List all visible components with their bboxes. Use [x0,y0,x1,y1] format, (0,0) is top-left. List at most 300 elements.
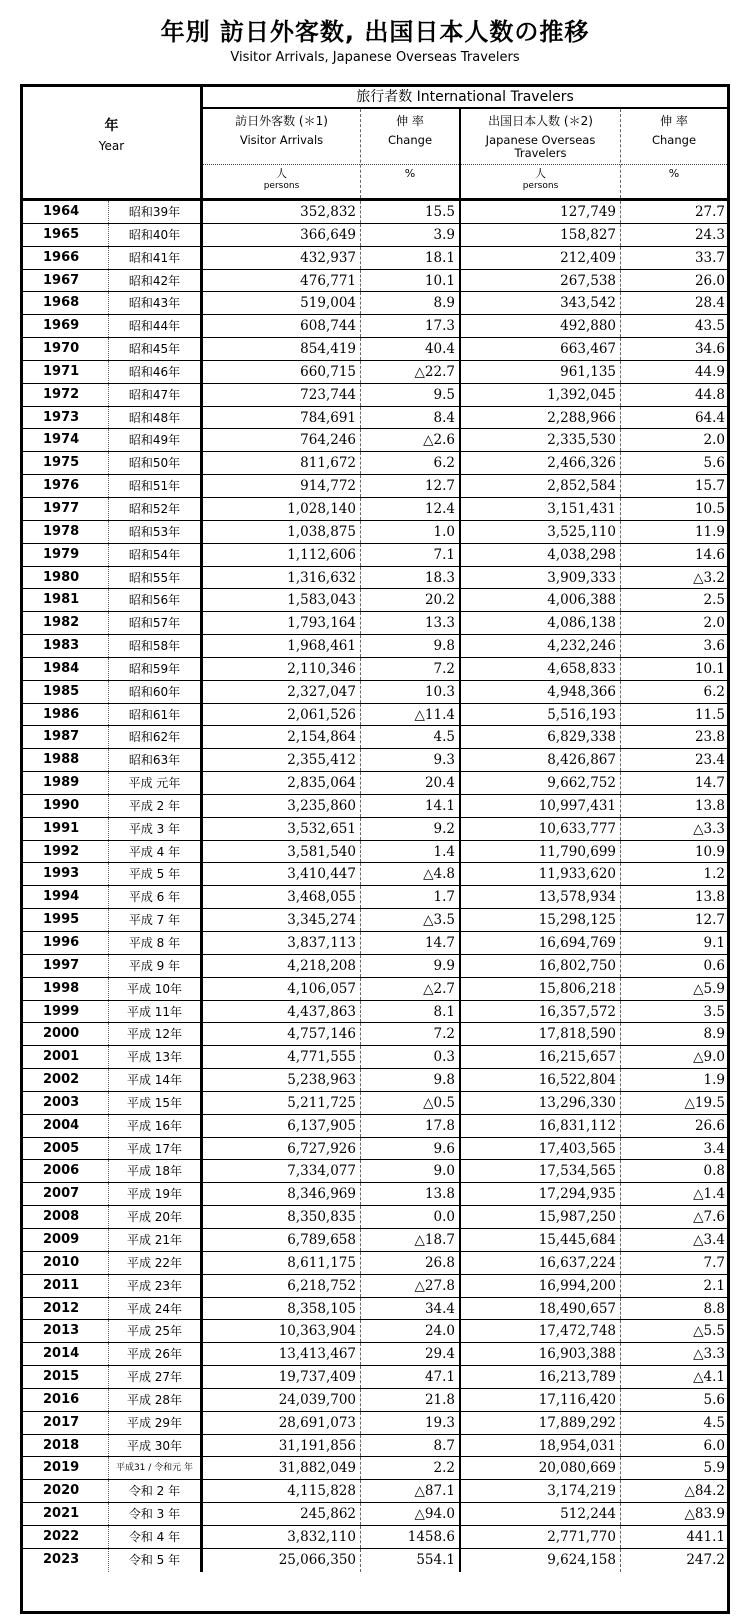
era-cell: 昭和41年 [109,247,203,269]
era-cell: 昭和48年 [109,407,203,429]
era-cell: 昭和49年 [109,429,203,451]
japanese-change-cell: 2.1 [703,1277,725,1294]
japanese-travelers-cell: 15,445,684 [461,1229,621,1251]
visitor-arrivals-cell: 2,061,526 [203,704,361,726]
table-body [23,201,727,1572]
year-cell: 1979 [23,544,109,566]
japanese-travelers-cell: 18,954,031 [461,1435,621,1457]
table-row [23,818,727,841]
visitor-change-cell: 21.8 [361,1389,461,1411]
visitor-arrivals-cell: 6,137,905 [203,1115,361,1137]
table-row [23,1001,727,1024]
visitor-arrivals-cell: 2,110,346 [203,658,361,680]
era-cell: 平成 23年 [109,1275,203,1297]
table-row [23,589,727,612]
year-cell: 1964 [23,201,109,223]
era-cell: 平成 16年 [109,1115,203,1137]
table-row [23,544,727,567]
japanese-travelers-header-jp: 出国日本人数 (＊2) [488,114,593,128]
japanese-change-cell: 26.0 [694,272,725,289]
year-cell: 2019 [23,1457,109,1479]
japanese-change-header-jp: 伸 率 [660,114,688,128]
visitor-arrivals-cell: 854,419 [203,338,361,360]
japanese-change-cell: 7.7 [703,1254,725,1271]
visitor-change-cell: 6.2 [361,452,461,474]
japanese-travelers-cell: 17,534,565 [461,1160,621,1182]
japanese-travelers-cell: 343,542 [461,292,621,314]
table-row [23,1298,727,1321]
japanese-change-cell: 6.2 [703,683,725,700]
table-row [23,1412,727,1435]
visitor-change-cell: 20.4 [361,772,461,794]
page-title: 年別 訪日外客数, 出国日本人数の推移 [160,18,590,46]
japanese-change-cell: 14.6 [694,546,725,563]
table-row [23,612,727,635]
visitor-change-cell: 8.1 [361,1001,461,1023]
era-cell: 昭和47年 [109,384,203,406]
visitor-change-cell: 8.9 [361,292,461,314]
visitor-change-cell: 24.0 [361,1320,461,1342]
visitor-arrivals-cell: 1,793,164 [203,612,361,634]
visitor-arrivals-cell: 8,350,835 [203,1206,361,1228]
japanese-travelers-unit [461,164,620,200]
era-cell: 昭和51年 [109,475,203,497]
year-cell: 2021 [23,1503,109,1525]
year-cell: 2001 [23,1046,109,1068]
era-cell: 平成 28年 [109,1389,203,1411]
visitor-change-cell: 19.3 [361,1412,461,1434]
japanese-travelers-header [461,109,621,198]
visitor-arrivals-cell: 8,346,969 [203,1183,361,1205]
japanese-change-cell: △3.3 [693,1346,725,1363]
era-cell: 昭和42年 [109,270,203,292]
year-cell: 2016 [23,1389,109,1411]
visitor-change-cell: 4.5 [361,726,461,748]
visitor-arrivals-cell: 1,968,461 [203,635,361,657]
table-row [23,292,727,315]
visitor-arrivals-cell: 3,532,651 [203,818,361,840]
japanese-travelers-cell: 267,538 [461,270,621,292]
japanese-travelers-cell: 13,296,330 [461,1092,621,1114]
year-cell: 1969 [23,315,109,337]
data-table [20,84,730,1614]
year-cell: 1996 [23,932,109,954]
year-cell: 1991 [23,818,109,840]
year-cell: 2017 [23,1412,109,1434]
era-cell: 平成 29年 [109,1412,203,1434]
year-cell: 1995 [23,909,109,931]
visitor-change-cell: 554.1 [361,1549,461,1572]
table-row [23,1366,727,1389]
visitor-arrivals-cell: 6,789,658 [203,1229,361,1251]
year-cell: 1983 [23,635,109,657]
visitor-change-cell: 34.4 [361,1298,461,1320]
japanese-travelers-cell: 212,409 [461,247,621,269]
era-cell: 平成 15年 [109,1092,203,1114]
japanese-travelers-cell: 3,525,110 [461,521,621,543]
japanese-travelers-cell: 158,827 [461,224,621,246]
unit-percent: % [668,167,680,180]
year-cell: 1978 [23,521,109,543]
year-cell: 2004 [23,1115,109,1137]
visitor-change-cell: 17.8 [361,1115,461,1137]
table-row [23,726,727,749]
japanese-travelers-cell: 2,335,530 [461,429,621,451]
japanese-change-cell: 0.8 [703,1163,725,1180]
japanese-change-cell: 3.5 [703,1003,725,1020]
visitor-arrivals-cell: 3,410,447 [203,863,361,885]
year-cell: 2005 [23,1138,109,1160]
visitor-change-cell: 13.3 [361,612,461,634]
japanese-change-cell: 2.5 [703,592,725,609]
visitor-arrivals-cell: 13,413,467 [203,1343,361,1365]
visitor-change-cell: △11.4 [361,704,461,726]
japanese-travelers-cell: 17,472,748 [461,1320,621,1342]
visitor-arrivals-cell: 764,246 [203,429,361,451]
japanese-change-cell: 64.4 [694,409,725,426]
visitor-change-cell: 2.2 [361,1457,461,1479]
table-row [23,704,727,727]
table-row [23,932,727,955]
visitor-change-cell: 17.3 [361,315,461,337]
era-cell: 昭和60年 [109,681,203,703]
era-cell: 昭和46年 [109,361,203,383]
year-cell: 1999 [23,1001,109,1023]
japanese-change-cell: 8.8 [703,1300,725,1317]
table-row [23,247,727,270]
japanese-change-cell: 12.7 [694,912,725,929]
table-row [23,681,727,704]
visitor-arrivals-cell: 432,937 [203,247,361,269]
japanese-change-cell: △3.2 [693,569,725,586]
table-row [23,429,727,452]
japanese-change-cell: △1.4 [693,1186,725,1203]
era-cell: 平成 8 年 [109,932,203,954]
table-row [23,384,727,407]
visitor-arrivals-cell: 2,355,412 [203,749,361,771]
visitor-change-cell: 29.4 [361,1343,461,1365]
japanese-change-cell: 13.8 [694,889,725,906]
era-cell: 昭和45年 [109,338,203,360]
year-cell: 1967 [23,270,109,292]
table-row [23,315,727,338]
visitor-arrivals-header-jp: 訪日外客数 (＊1) [235,114,328,128]
year-cell: 2011 [23,1275,109,1297]
visitor-change-cell: 1.4 [361,841,461,863]
japanese-change-cell: 14.7 [694,775,725,792]
unit-jp: 人 [535,167,546,180]
era-cell: 平成 27年 [109,1366,203,1388]
year-cell: 1992 [23,841,109,863]
table-row [23,201,727,224]
table-row [23,863,727,886]
visitor-arrivals-cell: 24,039,700 [203,1389,361,1411]
japanese-change-cell: 44.9 [694,363,725,380]
visitor-arrivals-cell: 4,771,555 [203,1046,361,1068]
japanese-change-cell: 5.6 [703,1391,725,1408]
visitor-arrivals-unit [203,164,360,200]
japanese-travelers-cell: 512,244 [461,1503,621,1525]
era-cell: 令和 2 年 [109,1480,203,1502]
era-cell: 昭和52年 [109,498,203,520]
year-cell: 2000 [23,1023,109,1045]
era-cell: 平成 24年 [109,1298,203,1320]
table-row [23,635,727,658]
japanese-change-cell: 44.8 [694,386,725,403]
visitor-change-cell: △4.8 [361,863,461,885]
year-header-jp: 年 [104,118,119,134]
visitor-change-cell: 0.0 [361,1206,461,1228]
visitor-arrivals-cell: 3,345,274 [203,909,361,931]
visitor-arrivals-cell: 811,672 [203,452,361,474]
japanese-change-cell: △5.9 [693,980,725,997]
table-header [23,87,727,201]
japanese-travelers-cell: 2,466,326 [461,452,621,474]
era-cell: 平成 11年 [109,1001,203,1023]
table-row [23,475,727,498]
visitor-change-cell: 1.7 [361,886,461,908]
japanese-travelers-cell: 17,116,420 [461,1389,621,1411]
table-row [23,1320,727,1343]
visitor-arrivals-cell: 31,882,049 [203,1457,361,1479]
year-cell: 2002 [23,1069,109,1091]
japanese-travelers-header-en: Japanese Overseas Travelers [485,133,596,160]
visitor-arrivals-cell: 2,154,864 [203,726,361,748]
year-cell: 1993 [23,863,109,885]
japanese-change-cell: 23.4 [694,752,725,769]
visitor-arrivals-cell: 1,112,606 [203,544,361,566]
year-cell: 2015 [23,1366,109,1388]
year-cell: 1981 [23,589,109,611]
visitor-arrivals-cell: 25,066,350 [203,1549,361,1572]
japanese-travelers-cell: 6,829,338 [461,726,621,748]
japanese-travelers-cell: 15,806,218 [461,978,621,1000]
visitor-arrivals-cell: 8,611,175 [203,1252,361,1274]
unit-en: persons [263,181,300,191]
visitor-arrivals-cell: 476,771 [203,270,361,292]
year-cell: 1985 [23,681,109,703]
japanese-travelers-cell: 4,232,246 [461,635,621,657]
japanese-travelers-cell: 10,633,777 [461,818,621,840]
era-cell: 昭和56年 [109,589,203,611]
japanese-travelers-cell: 16,694,769 [461,932,621,954]
table-row [23,1457,727,1480]
era-cell: 平成 10年 [109,978,203,1000]
year-cell: 1987 [23,726,109,748]
visitor-arrivals-cell: 3,581,540 [203,841,361,863]
japanese-travelers-cell: 16,802,750 [461,955,621,977]
visitor-change-cell: 8.4 [361,407,461,429]
japanese-change-cell: △7.6 [693,1209,725,1226]
visitor-change-cell: △22.7 [361,361,461,383]
visitor-arrivals-cell: 7,334,077 [203,1160,361,1182]
table-row [23,795,727,818]
year-cell: 2006 [23,1160,109,1182]
visitor-change-cell: 18.1 [361,247,461,269]
japanese-travelers-cell: 4,086,138 [461,612,621,634]
visitor-change-cell: 1.0 [361,521,461,543]
table-row [23,1435,727,1458]
visitor-change-cell: △87.1 [361,1480,461,1502]
visitor-change-unit [361,164,459,200]
era-cell: 昭和57年 [109,612,203,634]
japanese-change-cell: 8.9 [703,1026,725,1043]
table-row [23,1092,727,1115]
japanese-travelers-cell: 16,357,572 [461,1001,621,1023]
visitor-arrivals-cell: 1,038,875 [203,521,361,543]
japanese-travelers-cell: 3,174,219 [461,1480,621,1502]
table-row [23,1526,727,1549]
japanese-change-cell: 4.5 [703,1414,725,1431]
table-row [23,338,727,361]
japanese-change-cell: 26.6 [694,1117,725,1134]
visitor-arrivals-header [203,109,361,198]
visitor-change-cell: △3.5 [361,909,461,931]
visitor-change-cell: 7.1 [361,544,461,566]
table-row [23,1480,727,1503]
visitor-arrivals-cell: 352,832 [203,201,361,223]
visitor-change-cell: 10.1 [361,270,461,292]
japanese-travelers-cell: 1,392,045 [461,384,621,406]
japanese-travelers-cell: 17,818,590 [461,1023,621,1045]
visitor-change-cell: 9.3 [361,749,461,771]
visitor-arrivals-cell: 3,468,055 [203,886,361,908]
visitor-change-cell: 7.2 [361,1023,461,1045]
table-row [23,567,727,590]
japanese-travelers-cell: 16,903,388 [461,1343,621,1365]
era-cell: 平成 13年 [109,1046,203,1068]
japanese-travelers-cell: 16,831,112 [461,1115,621,1137]
year-cell: 1988 [23,749,109,771]
japanese-travelers-cell: 127,749 [461,201,621,223]
japanese-change-cell: 43.5 [694,318,725,335]
japanese-travelers-cell: 11,933,620 [461,863,621,885]
year-cell: 1968 [23,292,109,314]
visitor-change-cell: 12.4 [361,498,461,520]
japanese-change-cell: 10.1 [694,660,725,677]
japanese-travelers-cell: 2,288,966 [461,407,621,429]
visitor-change-cell: 18.3 [361,567,461,589]
japanese-travelers-cell: 4,658,833 [461,658,621,680]
year-cell: 1970 [23,338,109,360]
japanese-change-cell: 24.3 [694,226,725,243]
visitor-change-cell: 13.8 [361,1183,461,1205]
japanese-change-cell: 5.9 [703,1460,725,1477]
japanese-change-cell: 15.7 [694,478,725,495]
japanese-travelers-cell: 9,624,158 [461,1549,621,1572]
japanese-change-cell: △4.1 [693,1369,725,1386]
visitor-arrivals-cell: 3,235,860 [203,795,361,817]
japanese-change-cell: 247.2 [686,1551,725,1568]
visitor-arrivals-cell: 914,772 [203,475,361,497]
japanese-travelers-cell: 5,516,193 [461,704,621,726]
table-row [23,955,727,978]
visitor-change-cell: 20.2 [361,589,461,611]
visitor-change-cell: △27.8 [361,1275,461,1297]
unit-percent: % [404,167,416,180]
japanese-travelers-cell: 3,909,333 [461,567,621,589]
japanese-change-header [621,109,727,198]
era-cell: 平成 21年 [109,1229,203,1251]
year-cell: 1994 [23,886,109,908]
visitor-arrivals-cell: 4,757,146 [203,1023,361,1045]
visitor-arrivals-cell: 8,358,105 [203,1298,361,1320]
table-row [23,1252,727,1275]
table-row [23,1229,727,1252]
era-cell: 平成 3 年 [109,818,203,840]
table-row [23,1503,727,1526]
table-row [23,772,727,795]
visitor-change-cell: 9.9 [361,955,461,977]
era-cell: 平成 7 年 [109,909,203,931]
japanese-change-cell: 11.9 [694,523,725,540]
japanese-change-cell: 33.7 [694,249,725,266]
japanese-change-cell: 5.6 [703,455,725,472]
era-cell: 昭和44年 [109,315,203,337]
visitor-change-cell: 14.1 [361,795,461,817]
visitor-change-cell: △0.5 [361,1092,461,1114]
table-row [23,407,727,430]
japanese-travelers-cell: 16,994,200 [461,1275,621,1297]
japanese-travelers-cell: 10,997,431 [461,795,621,817]
visitor-arrivals-cell: 1,028,140 [203,498,361,520]
table-row [23,498,727,521]
japanese-change-cell: 2.0 [703,432,725,449]
japanese-travelers-cell: 17,889,292 [461,1412,621,1434]
japanese-change-cell: △84.2 [684,1483,725,1500]
year-cell: 2010 [23,1252,109,1274]
japanese-change-cell: 3.4 [703,1140,725,1157]
era-cell: 平成 12年 [109,1023,203,1045]
table-row [23,1389,727,1412]
year-cell: 1990 [23,795,109,817]
visitor-arrivals-cell: 2,327,047 [203,681,361,703]
era-cell: 平成 元年 [109,772,203,794]
visitor-change-cell: 7.2 [361,658,461,680]
visitor-change-cell: 1458.6 [361,1526,461,1548]
visitor-arrivals-cell: 366,649 [203,224,361,246]
visitor-change-header [361,109,461,198]
year-cell: 2023 [23,1549,109,1572]
japanese-change-cell: 9.1 [703,935,725,951]
japanese-travelers-cell: 17,294,935 [461,1183,621,1205]
japanese-change-cell: 6.0 [703,1437,725,1454]
era-cell: 平成 18年 [109,1160,203,1182]
visitor-arrivals-cell: 4,106,057 [203,978,361,1000]
table-row [23,749,727,772]
era-cell: 昭和61年 [109,704,203,726]
year-cell: 1973 [23,407,109,429]
visitor-arrivals-cell: 608,744 [203,315,361,337]
era-cell: 令和 3 年 [109,1503,203,1525]
table-row [23,1046,727,1069]
visitor-arrivals-cell: 784,691 [203,407,361,429]
era-cell: 昭和50年 [109,452,203,474]
japanese-change-cell: 1.2 [703,866,725,883]
era-cell: 昭和58年 [109,635,203,657]
page-subtitle: Visitor Arrivals, Japanese Overseas Travelers [230,50,520,65]
visitor-change-cell: △18.7 [361,1229,461,1251]
japanese-travelers-cell: 4,038,298 [461,544,621,566]
visitor-arrivals-cell: 1,316,632 [203,567,361,589]
year-cell: 1986 [23,704,109,726]
table-row [23,886,727,909]
era-cell: 平成 20年 [109,1206,203,1228]
visitor-arrivals-cell: 31,191,856 [203,1435,361,1457]
japanese-change-cell: 1.9 [703,1072,725,1089]
visitor-change-cell: 8.7 [361,1435,461,1457]
visitor-arrivals-cell: 4,115,828 [203,1480,361,1502]
